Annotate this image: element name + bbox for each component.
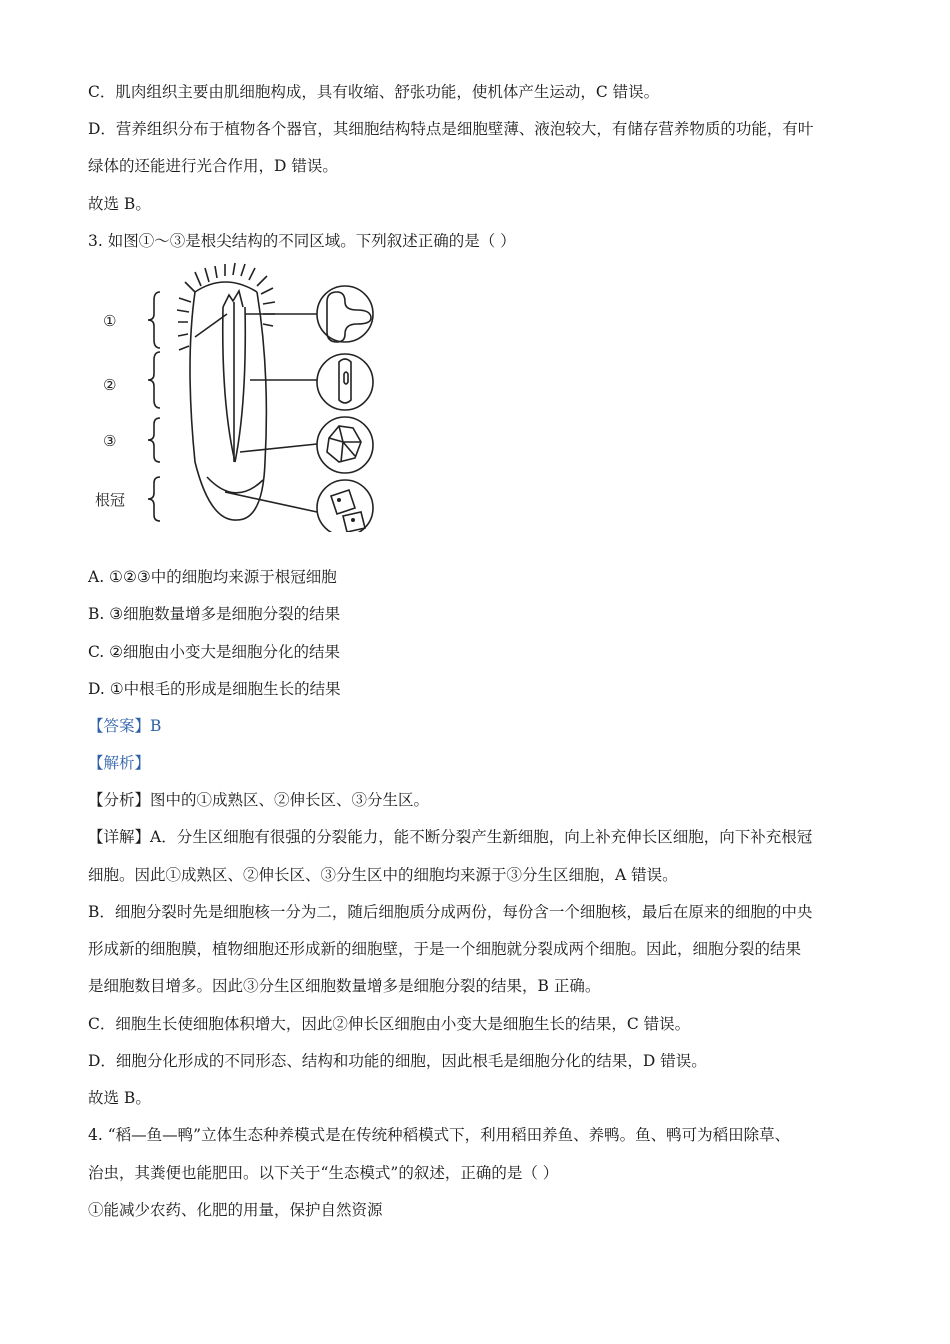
question-3-stem: 3. 如图①～③是根尖结构的不同区域。下列叙述正确的是（ ） (88, 232, 516, 250)
label-zone-3: ③ (103, 432, 117, 450)
label-zone-2: ② (103, 376, 117, 394)
text-line-d-nutrient: D．营养组织分布于植物各个器官，其细胞结构特点是细胞壁薄、液泡较大，有储存营养物质的功能，有叶 (88, 120, 814, 138)
detail-b-cont-2: 是细胞数目增多。因此③分生区细胞数量增多是细胞分裂的结果，B 正确。 (88, 977, 601, 995)
brace-2 (148, 352, 160, 408)
detail-b: B．细胞分裂时先是细胞核一分为二，随后细胞质分成两份，每份含一个细胞核，最后在原来的细胞的中央 (88, 903, 813, 921)
question-4-stem-cont: 治虫，其粪便也能肥田。以下关于“生态模式”的叙述，正确的是（ ） (88, 1164, 559, 1182)
option-d: D. ①中根毛的形成是细胞生长的结果 (88, 680, 341, 698)
brace-3 (148, 418, 160, 462)
detail-d: D．细胞分化形成的不同形态、结构和功能的细胞，因此根毛是细胞分化的结果，D 错误。 (88, 1052, 707, 1070)
text-line-d-nutrient-cont: 绿体的还能进行光合作用，D 错误。 (88, 157, 338, 175)
option-c: C. ②细胞由小变大是细胞分化的结果 (88, 643, 341, 661)
detail-a-cont: 细胞。因此①成熟区、②伸长区、③分生区中的细胞均来源于③分生区细胞，A 错误。 (88, 866, 678, 884)
root-top (195, 282, 257, 292)
cell-detail-elongation (317, 354, 373, 410)
question-4-stem: 4. “稻—鱼—鸭”立体生态种养模式是在传统种稻模式下，利用稻田养鱼、养鸭。鱼、鸭可为稻田除草、 (88, 1126, 791, 1144)
root-cap-line (207, 477, 263, 493)
analysis-summary: 【分析】图中的①成熟区、②伸长区、③分生区。 (88, 791, 430, 809)
brace-4 (148, 477, 160, 521)
option-b: B. ③细胞数量增多是细胞分裂的结果 (88, 605, 341, 623)
detail-b-cont-1: 形成新的细胞膜，植物细胞还形成新的细胞壁，于是一个细胞就分裂成两个细胞。因此，细胞分裂的结果 (88, 940, 802, 958)
label-zone-1: ① (103, 312, 117, 330)
text-line-choice: 故选 B。 (88, 195, 151, 213)
root-tip-diagram (95, 262, 395, 532)
detail-choice: 故选 B。 (88, 1089, 151, 1107)
answer-tag: 【答案】B (88, 717, 162, 735)
statement-1: ①能减少农药、化肥的用量，保护自然资源 (88, 1201, 383, 1219)
option-a: A. ①②③中的细胞均来源于根冠细胞 (88, 568, 337, 586)
detail-a: 【详解】A．分生区细胞有很强的分裂能力，能不断分裂产生新细胞，向上补充伸长区细胞，向下补充根冠 (88, 828, 813, 846)
label-root-cap: 根冠 (95, 491, 126, 509)
detail-c: C．细胞生长使细胞体积增大，因此②伸长区细胞由小变大是细胞生长的结果，C 错误。 (88, 1015, 691, 1033)
root-hairs (177, 263, 275, 350)
brace-1 (148, 292, 160, 348)
text-line-c-muscle: C．肌肉组织主要由肌细胞构成，具有收缩、舒张功能，使机体产生运动，C 错误。 (88, 83, 660, 101)
analysis-tag: 【解析】 (88, 754, 151, 772)
